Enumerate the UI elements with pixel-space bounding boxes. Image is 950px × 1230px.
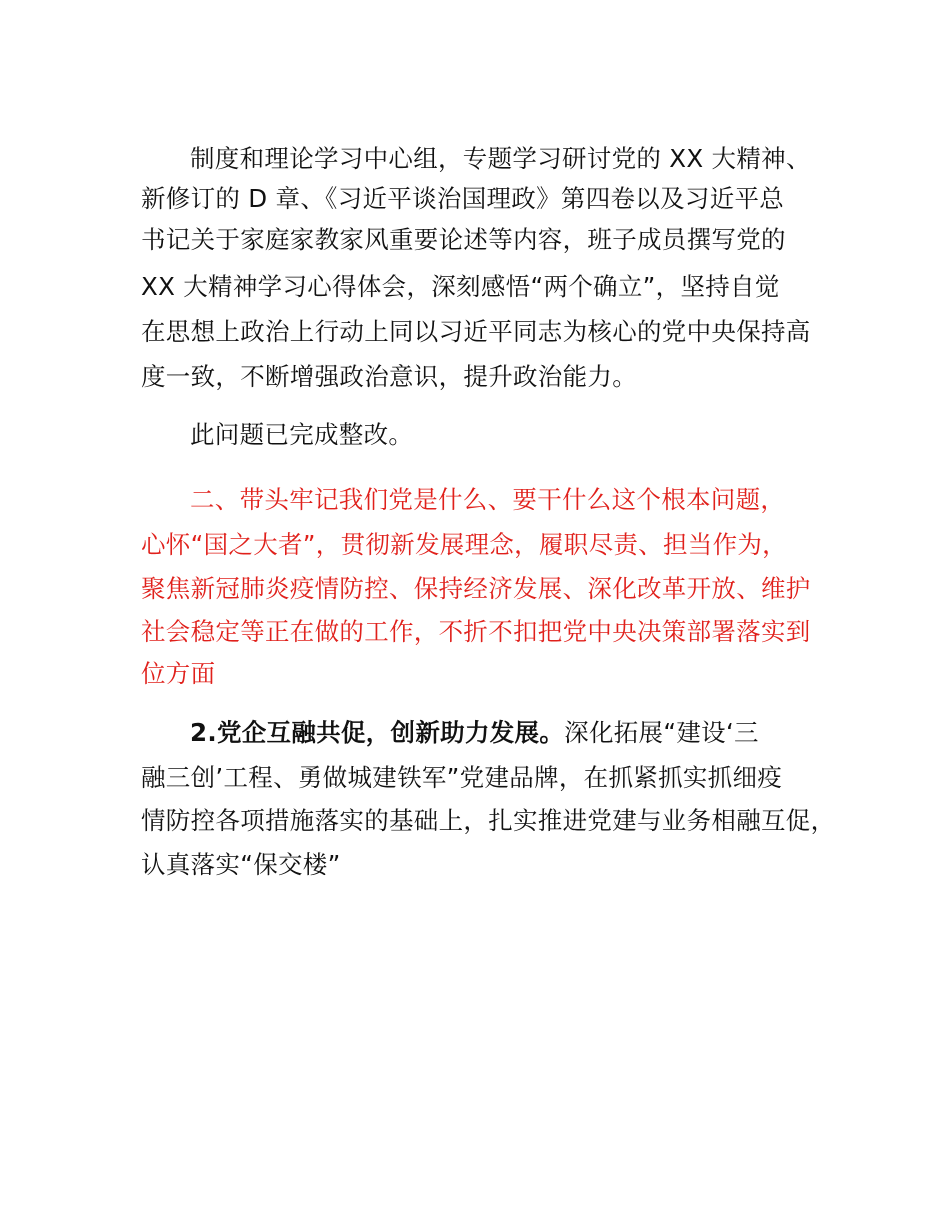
paragraph1-line5: 在思想上政治上行动上同以习近平同志为核心的党中央保持高 [141,317,811,346]
section-heading-line5: 位方面 [141,659,216,688]
paragraph1-line6: 度一致，不断增强政治意识，提升政治能力。 [141,362,637,391]
paragraph3-line3: 情防控各项措施落实的基础上，扎实推进党建与业务相融互促， [141,806,836,835]
paragraph1-line2: 新修订的 D 章、《习近平谈治国理政》第四卷以及习近平总 [141,184,785,213]
section-heading-line3: 聚焦新冠肺炎疫情防控、保持经济发展、深化改革开放、维护 [141,574,811,603]
section-heading-line4: 社会稳定等正在做的工作，不折不扣把党中央决策部署落实到 [141,617,811,646]
paragraph3-line4: 认真落实“保交楼” [141,850,341,879]
paragraph3-line2: 融三创’工程、勇做城建铁军”党建品牌，在抓紧抓实抓细疫 [141,763,783,792]
paragraph3-line1-rest: 深化拓展“建设‘三 [564,718,759,747]
paragraph1-line1: 制度和理论学习中心组，专题学习研讨党的 XX 大精神、 [190,144,811,173]
paragraph1-line3: 书记关于家庭家教家风重要论述等内容，班子成员撰写党的 [141,225,786,254]
section-heading-line1: 二、带头牢记我们党是什么、要干什么这个根本问题， [190,485,786,514]
paragraph3-line1 [190,718,759,748]
paragraph2: 此问题已完成整改。 [190,420,414,449]
paragraph3-bold-lead: 2.党企互融共促，创新助力发展。 [190,718,565,747]
section-heading-line2: 心怀“国之大者”，贯彻新发展理念，履职尽责、担当作为， [141,530,787,559]
paragraph1-line4: XX 大精神学习心得体会，深刻感悟“两个确立”，坚持自觉 [141,272,780,301]
